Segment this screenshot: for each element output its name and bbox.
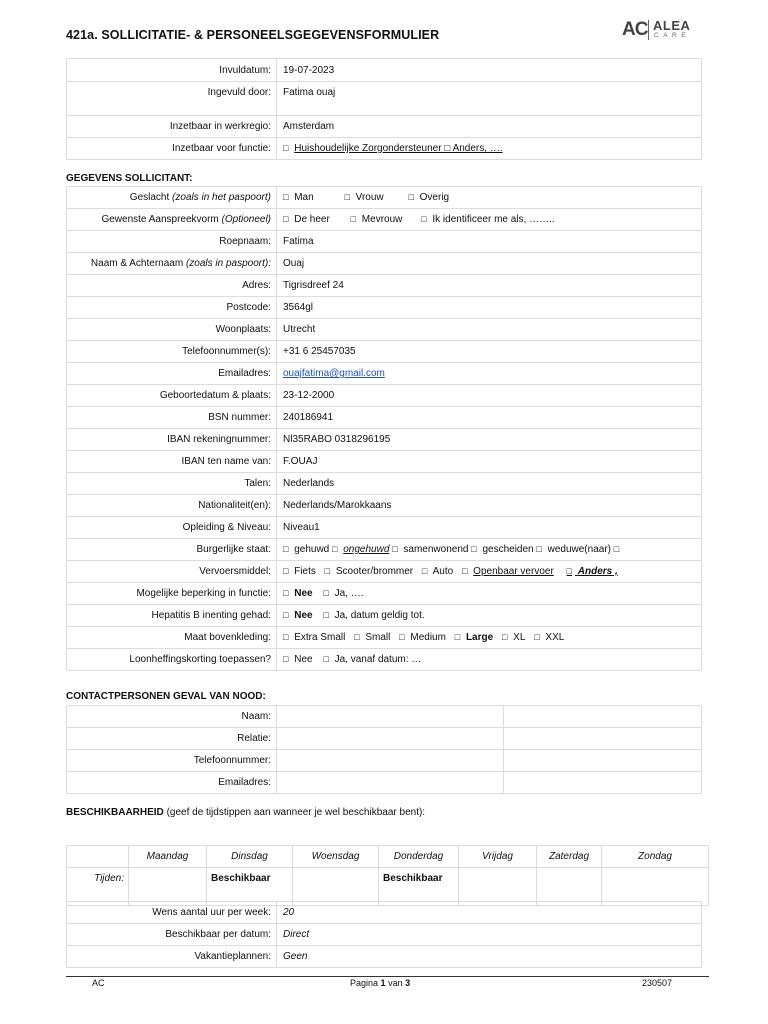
table-row	[67, 341, 702, 363]
vacation-field[interactable]: Geen	[277, 946, 702, 968]
table-row	[67, 495, 702, 517]
emergency-relation-field-2[interactable]	[504, 728, 702, 750]
email-field[interactable]	[277, 363, 702, 385]
footer-page-number: Pagina 1 van 3	[350, 978, 411, 988]
phone-field[interactable]: +31 6 25457035	[277, 341, 702, 363]
postcode-field[interactable]: 3564gl	[277, 297, 702, 319]
day-header: Donderdag	[379, 846, 459, 868]
field-label: Telefoonnummer(s):	[67, 341, 277, 363]
hepatitis-option-nee[interactable]: □ Nee	[283, 610, 313, 621]
field-label: Wens aantal uur per week:	[67, 902, 277, 924]
size-field	[277, 627, 702, 649]
field-label: Woonplaats:	[67, 319, 277, 341]
iban-name-field[interactable]: F.OUAJ	[277, 451, 702, 473]
field-label: Opleiding & Niveau:	[67, 517, 277, 539]
times-cell[interactable]: Beschikbaar	[379, 868, 459, 906]
field-label: Loonheffingskorting toepassen?	[67, 649, 277, 671]
day-header: Zondag	[602, 846, 709, 868]
alea-care-logo	[622, 19, 698, 43]
field-label: Vakantieplannen:	[67, 946, 277, 968]
times-cell[interactable]	[459, 868, 537, 906]
times-cell[interactable]	[293, 868, 379, 906]
table-row	[67, 750, 702, 772]
languages-field[interactable]: Nederlands	[277, 473, 702, 495]
times-cell[interactable]: Beschikbaar	[207, 868, 293, 906]
field-label: Ingevuld door:	[67, 82, 277, 116]
table-row	[67, 451, 702, 473]
field-label: Maat bovenkleding:	[67, 627, 277, 649]
field-label: Hepatitis B inenting gehad:	[67, 605, 277, 627]
table-row	[67, 138, 702, 160]
table-row	[67, 902, 702, 924]
section-title-availability: BESCHIKBAARHEID (geef de tijdstippen aan wanneer je wel beschikbaar bent):	[66, 807, 426, 818]
table-row	[67, 728, 702, 750]
limitation-option-ja[interactable]: □ Ja, ….	[323, 588, 364, 599]
region-field[interactable]: Amsterdam	[277, 116, 702, 138]
hepatitis-option-ja[interactable]: □ Ja, datum geldig tot.	[323, 610, 425, 621]
table-row	[67, 231, 702, 253]
field-label: IBAN rekeningnummer:	[67, 429, 277, 451]
checkbox-icon[interactable]: □	[613, 544, 620, 554]
field-label: Inzetbaar voor functie:	[67, 138, 277, 160]
table-row	[67, 539, 702, 561]
function-option[interactable]: Huishoudelijke Zorgondersteuner □ Anders, ….	[294, 143, 503, 154]
transport-option-scooter[interactable]: □ Scooter/brommer	[324, 566, 414, 577]
bsn-field[interactable]: 240186941	[277, 407, 702, 429]
emergency-phone-field-1[interactable]	[277, 750, 504, 772]
field-label: Vervoersmiddel:	[67, 561, 277, 583]
tax-field	[277, 649, 702, 671]
tax-option-nee[interactable]: □ Nee	[283, 654, 313, 665]
page-title: 421a. SOLLICITATIE- & PERSONEELSGEGEVENSFORMULIER	[66, 28, 440, 42]
transport-option-ov[interactable]: □ Openbaar vervoer	[461, 566, 554, 577]
marital-option-gescheiden[interactable]: □ gescheiden	[471, 544, 534, 555]
gender-field	[277, 187, 702, 209]
day-header: Zaterdag	[537, 846, 602, 868]
field-label: Burgerlijke staat:	[67, 539, 277, 561]
field-label: Inzetbaar in werkregio:	[67, 116, 277, 138]
address-form-field	[277, 209, 702, 231]
field-label: Relatie:	[67, 728, 277, 750]
availability-details-table	[66, 901, 702, 968]
times-label: Tijden:	[67, 868, 129, 906]
table-row	[67, 627, 702, 649]
gender-option-overig[interactable]: □ Overig	[408, 192, 450, 203]
table-row	[67, 473, 702, 495]
marital-option-gehuwd[interactable]: □ gehuwd	[283, 544, 330, 555]
field-label: Postcode:	[67, 297, 277, 319]
available-date-field[interactable]: Direct	[277, 924, 702, 946]
checkbox-icon[interactable]: □	[283, 143, 289, 153]
table-row	[67, 209, 702, 231]
table-row	[67, 275, 702, 297]
size-option-xxl[interactable]: □ XXL	[534, 632, 565, 643]
availability-table	[66, 845, 709, 906]
email-link[interactable]: ouajfatima@gmail.com	[283, 368, 385, 379]
table-row	[67, 116, 702, 138]
table-row	[67, 363, 702, 385]
gender-option-man[interactable]: □ Man	[283, 192, 314, 203]
first-name-field[interactable]: Fatima	[277, 231, 702, 253]
transport-field	[277, 561, 702, 583]
last-name-label: Naam & Achternaam (zoals in paspoort):	[67, 253, 277, 275]
gender-label: Geslacht (zoals in het paspoort)	[67, 187, 277, 209]
size-option-l[interactable]: □ Large	[454, 632, 494, 643]
footer-left: AC	[92, 978, 105, 988]
marital-option-ongehuwd[interactable]: □ ongehuwd	[332, 544, 390, 555]
field-label: IBAN ten name van:	[67, 451, 277, 473]
hepatitis-field	[277, 605, 702, 627]
table-row	[67, 59, 702, 82]
field-label: Talen:	[67, 473, 277, 495]
field-label: Beschikbaar per datum:	[67, 924, 277, 946]
table-row	[67, 297, 702, 319]
field-label: Invuldatum:	[67, 59, 277, 82]
section-title-applicant: GEGEVENS SOLLICITANT:	[66, 173, 193, 184]
marital-field	[277, 539, 702, 561]
emergency-email-field-1[interactable]	[277, 772, 504, 794]
times-cell[interactable]	[537, 868, 602, 906]
education-field[interactable]: Niveau1	[277, 517, 702, 539]
footer-divider	[66, 976, 709, 977]
size-option-s[interactable]: □ Small	[354, 632, 391, 643]
emergency-phone-field-2[interactable]	[504, 750, 702, 772]
field-label: Emailadres:	[67, 772, 277, 794]
footer-code: 230507	[642, 978, 673, 988]
filled-by-field[interactable]: Fatima ouaj	[277, 82, 702, 116]
transport-option-anders[interactable]: □ Anders ,	[566, 566, 618, 577]
limitation-option-nee[interactable]: □ Nee	[283, 588, 313, 599]
table-row	[67, 868, 709, 906]
table-row	[67, 561, 702, 583]
fill-date-field[interactable]: 19-07-2023	[277, 59, 702, 82]
birth-field[interactable]: 23-12-2000	[277, 385, 702, 407]
size-option-m[interactable]: □ Medium	[399, 632, 446, 643]
day-header: Vrijdag	[459, 846, 537, 868]
logo-divider	[648, 20, 649, 40]
table-row	[67, 583, 702, 605]
table-row	[67, 429, 702, 451]
address-form-option-deheer[interactable]: □ De heer	[283, 214, 330, 225]
marital-option-samenwonend[interactable]: □ samenwonend	[392, 544, 469, 555]
iban-field[interactable]: Nl35RABO 0318296195	[277, 429, 702, 451]
field-label: Naam:	[67, 706, 277, 728]
address-form-label: Gewenste Aanspreekvorm (Optioneel)	[67, 209, 277, 231]
section-title-emergency: CONTACTPERSONEN GEVAL VAN NOOD:	[66, 691, 266, 702]
table-row	[67, 82, 702, 116]
field-label: Emailadres:	[67, 363, 277, 385]
day-header: Woensdag	[293, 846, 379, 868]
corner-cell	[67, 846, 129, 868]
field-label: Roepnaam:	[67, 231, 277, 253]
table-row	[67, 924, 702, 946]
table-row	[67, 946, 702, 968]
address-field[interactable]: Tigrisdreef 24	[277, 275, 702, 297]
logo-ac-text: AC	[622, 19, 648, 40]
last-name-field[interactable]: Ouaj	[277, 253, 702, 275]
table-row	[67, 253, 702, 275]
table-row	[67, 517, 702, 539]
marital-option-weduwe[interactable]: □ weduwe(naar)	[536, 544, 611, 555]
limitation-field	[277, 583, 702, 605]
field-label: Geboortedatum & plaats:	[67, 385, 277, 407]
table-row	[67, 706, 702, 728]
table-row	[67, 772, 702, 794]
transport-option-fiets[interactable]: □ Fiets	[283, 566, 316, 577]
nationality-field[interactable]: Nederlands/Marokkaans	[277, 495, 702, 517]
table-row	[67, 407, 702, 429]
logo-care-text: CARE	[654, 32, 691, 39]
day-header: Dinsdag	[207, 846, 293, 868]
function-field[interactable]	[277, 138, 702, 160]
emergency-table	[66, 705, 702, 794]
address-form-option-mevrouw[interactable]: □ Mevrouw	[350, 214, 403, 225]
hours-field[interactable]: 20	[277, 902, 702, 924]
field-label: Nationaliteit(en):	[67, 495, 277, 517]
field-label: Adres:	[67, 275, 277, 297]
table-row	[67, 649, 702, 671]
size-option-xl[interactable]: □ XL	[501, 632, 526, 643]
general-table	[66, 58, 702, 160]
table-row	[67, 846, 709, 868]
table-row	[67, 385, 702, 407]
emergency-email-field-2[interactable]	[504, 772, 702, 794]
logo-alea-text: ALEA	[653, 18, 691, 33]
applicant-table	[66, 186, 702, 671]
times-cell[interactable]	[602, 868, 709, 906]
address-form-option-other[interactable]: □ Ik identificeer me als, ……..	[421, 214, 555, 225]
emergency-name-field-1[interactable]	[277, 706, 504, 728]
times-cell[interactable]	[129, 868, 207, 906]
table-row	[67, 187, 702, 209]
size-option-xs[interactable]: □ Extra Small	[283, 632, 346, 643]
day-header: Maandag	[129, 846, 207, 868]
tax-option-ja[interactable]: □ Ja, vanaf datum: …	[323, 654, 422, 665]
emergency-name-field-2[interactable]	[504, 706, 702, 728]
table-row	[67, 605, 702, 627]
field-label: BSN nummer:	[67, 407, 277, 429]
emergency-relation-field-1[interactable]	[277, 728, 504, 750]
city-field[interactable]: Utrecht	[277, 319, 702, 341]
field-label: Telefoonnummer:	[67, 750, 277, 772]
transport-option-auto[interactable]: □ Auto	[421, 566, 454, 577]
field-label: Mogelijke beperking in functie:	[67, 583, 277, 605]
gender-option-vrouw[interactable]: □ Vrouw	[344, 192, 384, 203]
table-row	[67, 319, 702, 341]
